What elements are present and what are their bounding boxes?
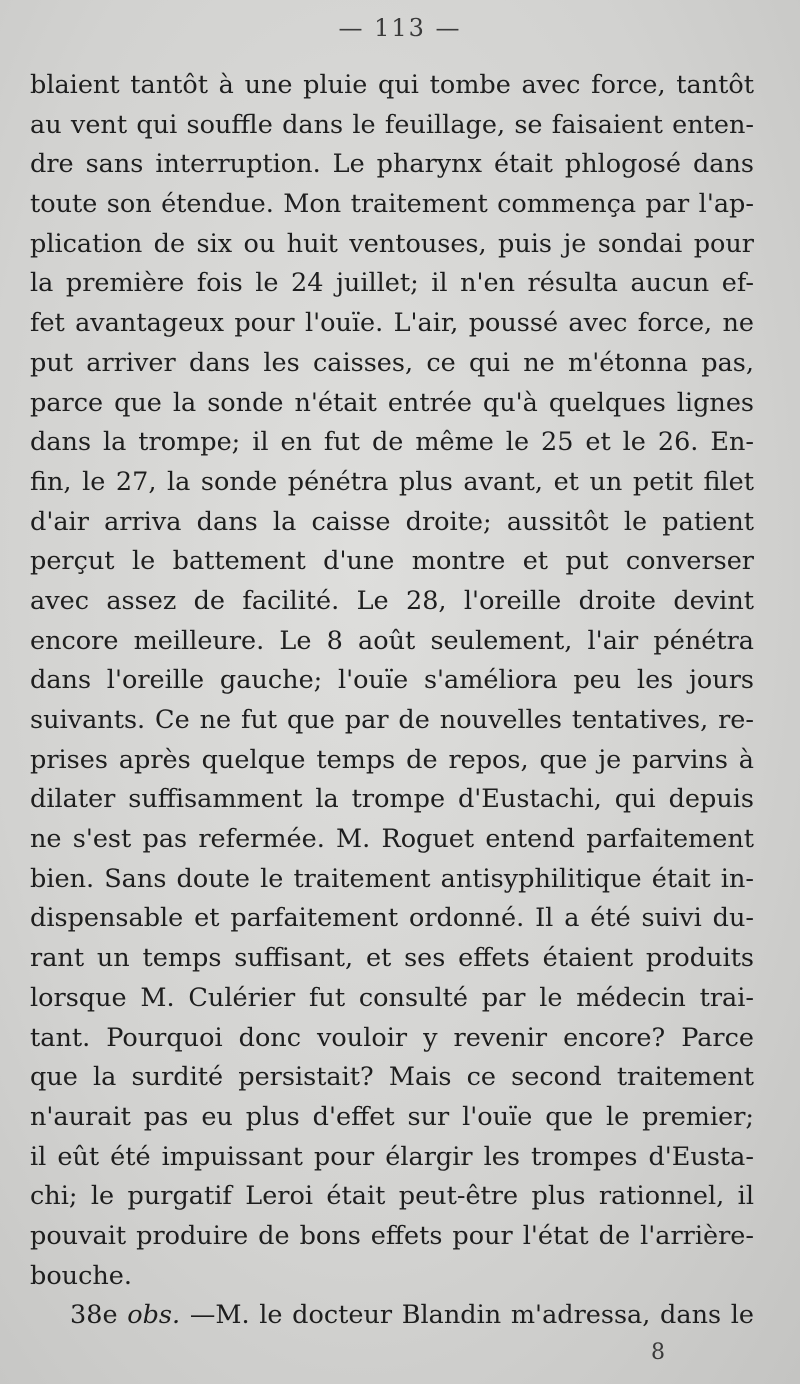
text-line: dilater suffisamment la trompe d'Eustachi, qui depuis: [30, 784, 754, 815]
observation-number: 38e: [70, 1300, 118, 1331]
text-line: tant. Pourquoi donc vouloir y revenir encore? Parce: [30, 1022, 754, 1053]
text-line: ne s'est pas refermée. M. Roguet entend parfaitement: [30, 824, 754, 855]
text-line: d'air arriva dans la caisse droite; aussitôt le patient: [30, 506, 754, 537]
text-line: plication de six ou huit ventouses, puis je sondai pour: [30, 228, 754, 259]
text-line: bouche.: [30, 1260, 132, 1291]
text-line: il eût été impuissant pour élargir les trompes d'Eusta-: [30, 1141, 754, 1172]
body-text: [30, 66, 754, 1336]
text-line: bien. Sans doute le traitement antisyphilitique était in-: [30, 863, 754, 894]
observation-label: obs.: [127, 1300, 181, 1331]
text-line: que la surdité persistait? Mais ce second traitement: [30, 1062, 754, 1093]
text-line: pouvait produire de bons effets pour l'état de l'arrière-: [30, 1220, 754, 1251]
text-line: lorsque M. Culérier fut consulté par le médecin trai-: [30, 982, 754, 1013]
text-line: la première fois le 24 juillet; il n'en résulta aucun ef-: [30, 268, 754, 299]
text-line: dans la trompe; il en fut de même le 25 et le 26. En-: [30, 427, 754, 458]
text-line: dre sans interruption. Le pharynx était phlogosé dans: [30, 149, 754, 180]
text-line: parce que la sonde n'était entrée qu'à quelques lignes: [30, 387, 754, 418]
text-line: n'aurait pas eu plus d'effet sur l'ouïe que le premier;: [30, 1101, 754, 1132]
text-line: fet avantageux pour l'ouïe. L'air, poussé avec force, ne: [30, 308, 754, 339]
text-line: rant un temps suffisant, et ses effets étaient produits: [30, 943, 754, 974]
signature-mark: 8: [651, 1340, 665, 1365]
text-line: blaient tantôt à une pluie qui tombe avec force, tantôt: [30, 70, 754, 100]
text-line: dans l'oreille gauche; l'ouïe s'améliora peu les jours: [30, 665, 754, 696]
text-line: put arriver dans les caisses, ce qui ne m'étonna pas,: [30, 347, 754, 378]
text-line: fin, le 27, la sonde pénétra plus avant, et un petit filet: [30, 466, 754, 497]
text-line: toute son étendue. Mon traitement commença par l'ap-: [30, 189, 754, 220]
text-line: au vent qui souffle dans le feuillage, se faisaient enten-: [30, 109, 754, 140]
text-line: perçut le battement d'une montre et put converser: [30, 546, 754, 577]
page-number-header: — 113 —: [338, 14, 462, 42]
observation-line: [30, 1296, 754, 1336]
text-line: suivants. Ce ne fut que par de nouvelles tentatives, re-: [30, 705, 754, 735]
text-line: prises après quelque temps de repos, que je parvins à: [30, 744, 754, 775]
text-line: avec assez de facilité. Le 28, l'oreille droite devint: [30, 585, 754, 616]
text-line: encore meilleure. Le 8 août seulement, l'air pénétra: [30, 625, 754, 656]
text-line: chi; le purgatif Leroi était peut-être plus rationnel, il: [30, 1181, 754, 1212]
text-line: dispensable et parfaitement ordonné. Il a été suivi du-: [30, 903, 754, 934]
observation-text: —M. le docteur Blandin m'adressa, dans le: [189, 1300, 754, 1331]
